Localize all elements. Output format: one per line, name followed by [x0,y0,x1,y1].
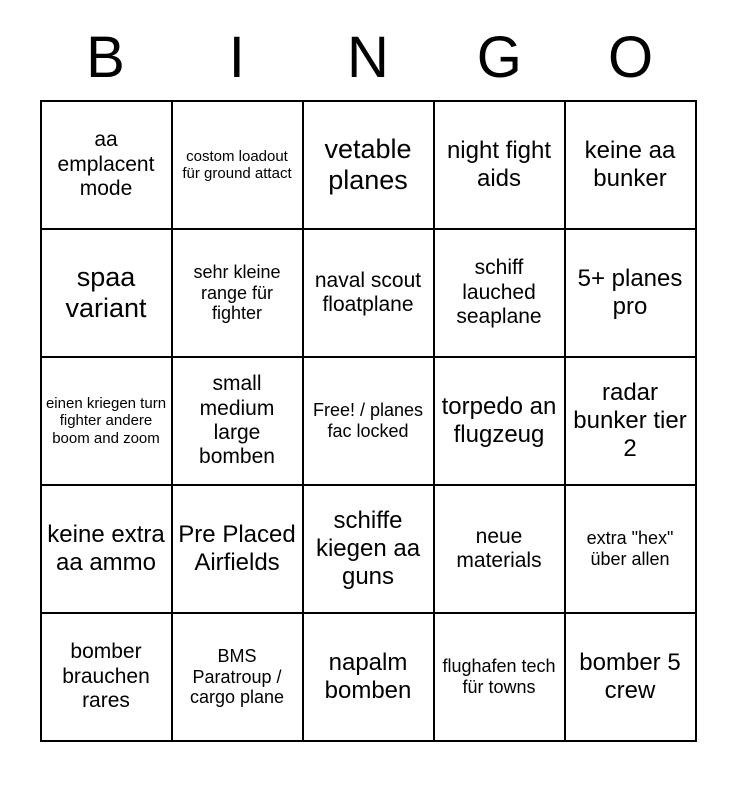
bingo-cell[interactable]: night fight aids [434,101,565,229]
bingo-cell[interactable]: aa emplacent mode [41,101,172,229]
bingo-cell[interactable]: keine aa bunker [565,101,696,229]
bingo-cell[interactable]: Pre Placed Airfields [172,485,303,613]
bingo-row [41,613,696,741]
bingo-row [41,229,696,357]
bingo-cell[interactable]: bomber 5 crew [565,613,696,741]
header-letter-g: G [476,25,522,90]
bingo-cell[interactable]: napalm bomben [303,613,434,741]
bingo-cell[interactable]: flughafen tech für towns [434,613,565,741]
bingo-cell[interactable]: keine extra aa ammo [41,485,172,613]
bingo-cell[interactable]: naval scout floatplane [303,229,434,357]
bingo-cell-free[interactable]: Free! / planes fac locked [303,357,434,485]
bingo-cell[interactable]: sehr kleine range für fighter [172,229,303,357]
bingo-cell[interactable]: torpedo an flugzeug [434,357,565,485]
bingo-cell[interactable]: spaa variant [41,229,172,357]
bingo-cell[interactable]: small medium large bomben [172,357,303,485]
header-letter-n: N [347,25,389,90]
bingo-cell[interactable]: schiff lauched seaplane [434,229,565,357]
bingo-cell[interactable]: radar bunker tier 2 [565,357,696,485]
header-letter-b: B [86,25,125,90]
bingo-cell[interactable]: 5+ planes pro [565,229,696,357]
bingo-row [41,101,696,229]
bingo-row [41,357,696,485]
bingo-cell[interactable]: schiffe kiegen aa guns [303,485,434,613]
bingo-cell[interactable]: bomber brauchen rares [41,613,172,741]
bingo-grid [40,100,697,742]
bingo-cell[interactable]: extra "hex" über allen [565,485,696,613]
bingo-cell[interactable]: costom loadout für ground attact [172,101,303,229]
bingo-cell[interactable]: vetable planes [303,101,434,229]
bingo-cell[interactable]: einen kriegen turn fighter andere boom and zoom [41,357,172,485]
header-letter-o: O [607,25,654,90]
bingo-cell[interactable]: BMS Paratroup / cargo plane [172,613,303,741]
bingo-header [40,26,696,90]
bingo-row [41,485,696,613]
header-letter-i: I [228,25,245,90]
bingo-cell[interactable]: neue materials [434,485,565,613]
